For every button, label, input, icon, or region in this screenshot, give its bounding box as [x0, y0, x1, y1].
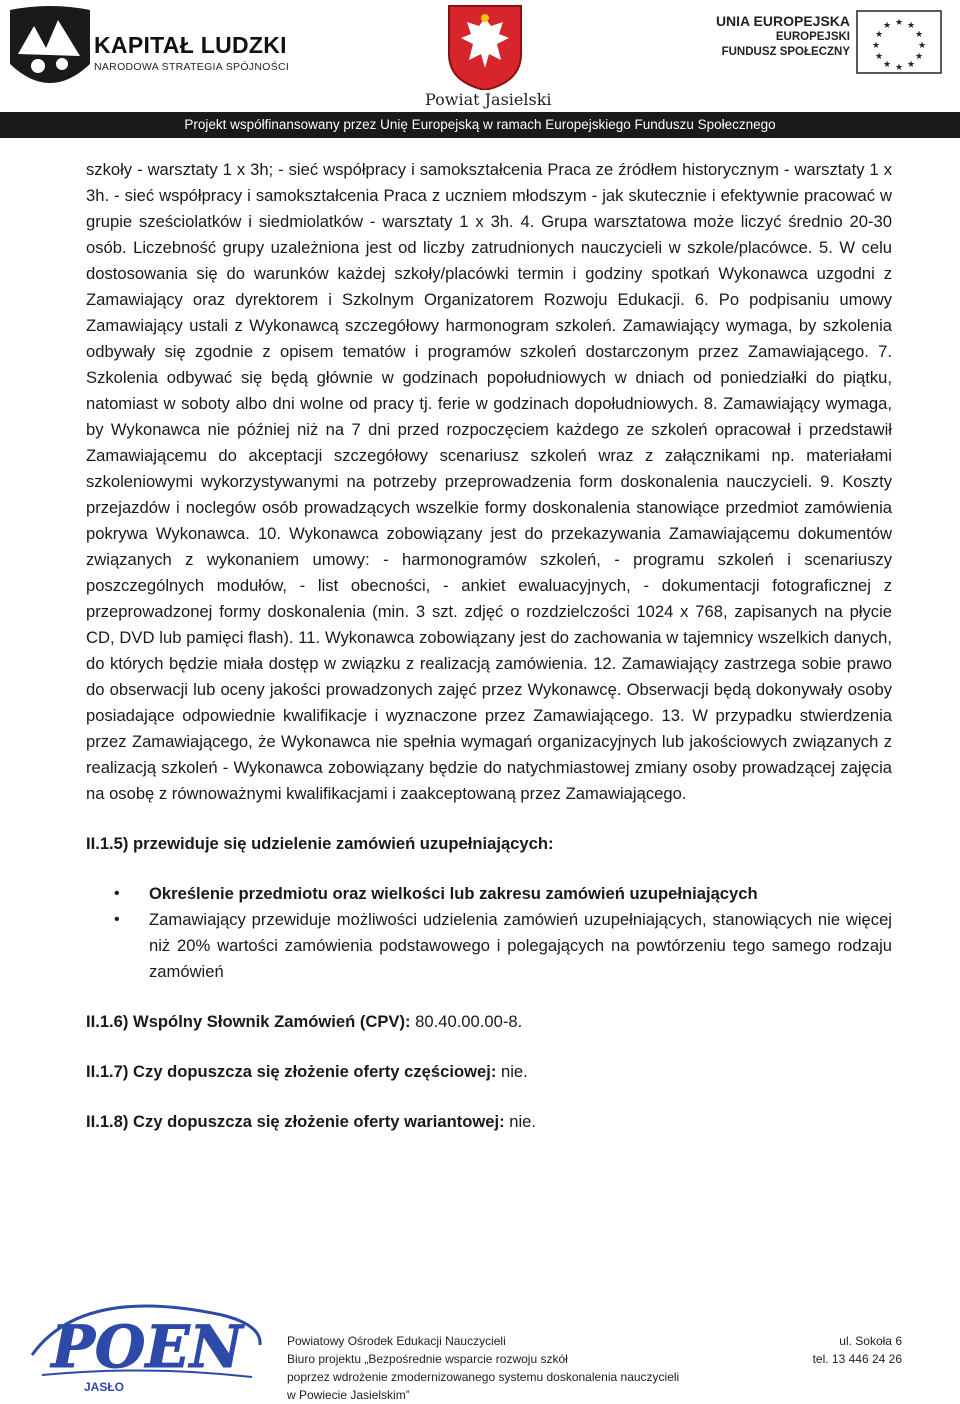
- partial-offer-value: nie.: [501, 1062, 528, 1081]
- svg-text:★: ★: [894, 62, 904, 72]
- list-item: [86, 907, 892, 985]
- svg-text:★: ★: [871, 40, 881, 50]
- bullet-list: [86, 881, 892, 985]
- project-funding-bar: Projekt współfinansowany przez Unię Europejską w ramach Europejskiego Funduszu Społecznego: [0, 112, 960, 138]
- eu-line1: UNIA EUROPEJSKA: [715, 13, 850, 29]
- variant-offer-value: nie.: [509, 1112, 537, 1131]
- poen-logo-icon: [22, 1295, 272, 1395]
- page-footer: [0, 1290, 960, 1402]
- bullet-text-2: Zamawiający przewiduje możliwości udzielenia zamówień uzupełniających, stanowiących nie więcej niż 20% wartości zamówienia podstawowego i polegających na powtórzeniu tego samego rodzaju zamówień: [149, 910, 892, 981]
- svg-text:★: ★: [906, 20, 916, 30]
- partial-offer-label: II.1.7) Czy dopuszcza się złożenie oferty częściowej:: [86, 1062, 497, 1081]
- svg-text:★: ★: [874, 51, 884, 61]
- eu-line2: EUROPEJSKI: [775, 31, 850, 43]
- footer-line3: poprzez wdrożenie zmodernizowanego systemu doskonalenia nauczycieli: [287, 1370, 680, 1384]
- variant-offer-label: II.1.8) Czy dopuszcza się złożenie oferty wariantowej:: [86, 1112, 505, 1131]
- footer-line4: w Powiecie Jasielskim”: [287, 1388, 410, 1402]
- poen-logo-city: JASŁO: [83, 1380, 125, 1394]
- footer-phone: tel. 13 446 24 26: [812, 1352, 902, 1366]
- eu-logo: [715, 10, 950, 90]
- svg-text:★: ★: [874, 29, 884, 39]
- poen-logo-text: POEN: [51, 1313, 243, 1381]
- cpv-label: II.1.6) Wspólny Słownik Zamówień (CPV):: [86, 1012, 411, 1031]
- powiat-crest: [425, 4, 552, 114]
- svg-text:★: ★: [882, 20, 892, 30]
- powiat-label: Powiat Jasielski: [425, 90, 552, 109]
- svg-text:★: ★: [906, 59, 916, 69]
- kapital-ludzki-subtitle: NARODOWA STRATEGIA SPÓJNOŚCI: [94, 61, 290, 73]
- footer-line1: Powiatowy Ośrodek Edukacji Nauczycieli: [287, 1334, 506, 1348]
- page-header: [0, 0, 960, 140]
- svg-text:★: ★: [882, 59, 892, 69]
- kapital-ludzki-logo: [10, 4, 290, 94]
- footer-line2: Biuro projektu „Bezpośrednie wsparcie rozwoju szkół: [287, 1352, 568, 1366]
- bullet-icon: •: [114, 911, 120, 928]
- cpv-line: [86, 1009, 892, 1035]
- eagle-crest-icon: [447, 4, 523, 90]
- cpv-value: 80.40.00.00-8.: [415, 1012, 523, 1031]
- svg-text:★: ★: [894, 17, 904, 27]
- svg-text:★: ★: [914, 29, 924, 39]
- eu-line3: FUNDUSZ SPOŁECZNY: [721, 46, 850, 58]
- bullet-text-1: Określenie przedmiotu oraz wielkości lub zakresu zamówień uzupełniających: [149, 884, 758, 903]
- kapital-ludzki-emblem-icon: [10, 4, 90, 92]
- footer-street: ul. Sokoła 6: [839, 1334, 902, 1348]
- bullet-icon: •: [114, 885, 120, 902]
- svg-text:★: ★: [914, 51, 924, 61]
- kapital-ludzki-title: KAPITAŁ LUDZKI: [94, 32, 287, 58]
- partial-offer-line: [86, 1059, 892, 1085]
- section-heading-115: II.1.5) przewiduje się udzielenie zamówień uzupełniających:: [86, 834, 554, 853]
- svg-text:★: ★: [917, 40, 927, 50]
- footer-address-block: [287, 1332, 679, 1404]
- document-body: [86, 157, 892, 1135]
- footer-contact-block: [813, 1332, 902, 1368]
- list-item: [86, 881, 892, 907]
- eu-flag-icon: [856, 10, 942, 74]
- body-paragraph: szkoły - warsztaty 1 x 3h; - sieć współpracy i samokształcenia Praca ze źródłem historycznym - warsztaty 1 x 3h. - sieć współpracy i samokształcenia Praca z uczniem młodszym - jak skutecznie i efektywnie pracować w grupie sześciolatków i siedmiolatków - warsztaty 1 x 3h. 4. Grupa warsztatowa może liczyć średnio 20-30 osób. Liczebność grupy uzależniona jest od liczby zatrudnionych nauczycieli w szkole/placówce. 5. W celu dostosowania się do warunków każdej szkoły/placówki termin i godziny spotkań Wykonawca uzgodni z Zamawiający oraz dyrektorem i Szkolnym Organizatorem Rozwoju Edukacji. 6. Po podpisaniu umowy Zamawiający ustali z Wykonawcą szczegółowy harmonogram szkoleń. Zamawiający wymaga, by szkolenia odbywały się zgodnie z opisem tematów i programów szkoleń dostarczonym przez Zamawiającego. 7. Szkolenia odbywać się będą głównie w godzinach popołudniowych w dniach od poniedziałki do piątku, natomiast w soboty albo dni wolne od pracy tj. ferie w godzinach dopołudniowych. 8. Zamawiający wymaga, by Wykonawca nie później niż na 7 dni przed rozpoczęciem każdego ze szkoleń opracował i przedstawił Zamawiającemu do akceptacji szczegółowy scenariusz szkoleń wraz z załącznikami np. materiałami szkoleniowymi wykorzystywanymi na potrzeby przeprowadzenia form doskonalenia nauczycieli. 9. Koszty przejazdów i noclegów osób prowadzących wszelkie formy doskonalenia stanowiące przedmiot zamówienia pokrywa Wykonawca. 10. Wykonawca zobowiązany jest do przekazywania Zamawiającemu dokumentów związanych z wykonaniem umowy: - harmonogramów szkoleń, - programu szkoleń i scenariuszy poszczególnych modułów, - list obecności, - ankiet ewaluacyjnych, - dokumentacji fotograficznej z przeprowadzonej formy doskonalenia (min. 3 szt. zdjęć o rozdzielczości 1024 x 768, zapisanych na płycie CD, DVD lub pamięci flash). 11. Wykonawca zobowiązany jest do zachowania w tajemnicy wszelkich danych, do których będzie miała dostęp w związku z realizacją zamówienia. 12. Zamawiający zastrzega sobie prawo do obserwacji lub oceny jakości prowadzonych zajęć przez Wykonawcę. Obserwacji będą dokonywały osoby posiadające odpowiednie kwalifikacje i wyznaczone przez Zamawiającego. 13. W przypadku stwierdzenia przez Zamawiającego, że Wykonawca nie spełnia wymagań organizacyjnych lub jakościowych związanych z realizacją szkoleń - Wykonawca zobowiązany będzie do natychmiastowej zmiany osoby prowadzącej zajęcia na osobę z równoważnymi kwalifikacjami i zaakceptowaną przez Zamawiającego.: [86, 160, 892, 803]
- variant-offer-line: [86, 1109, 892, 1135]
